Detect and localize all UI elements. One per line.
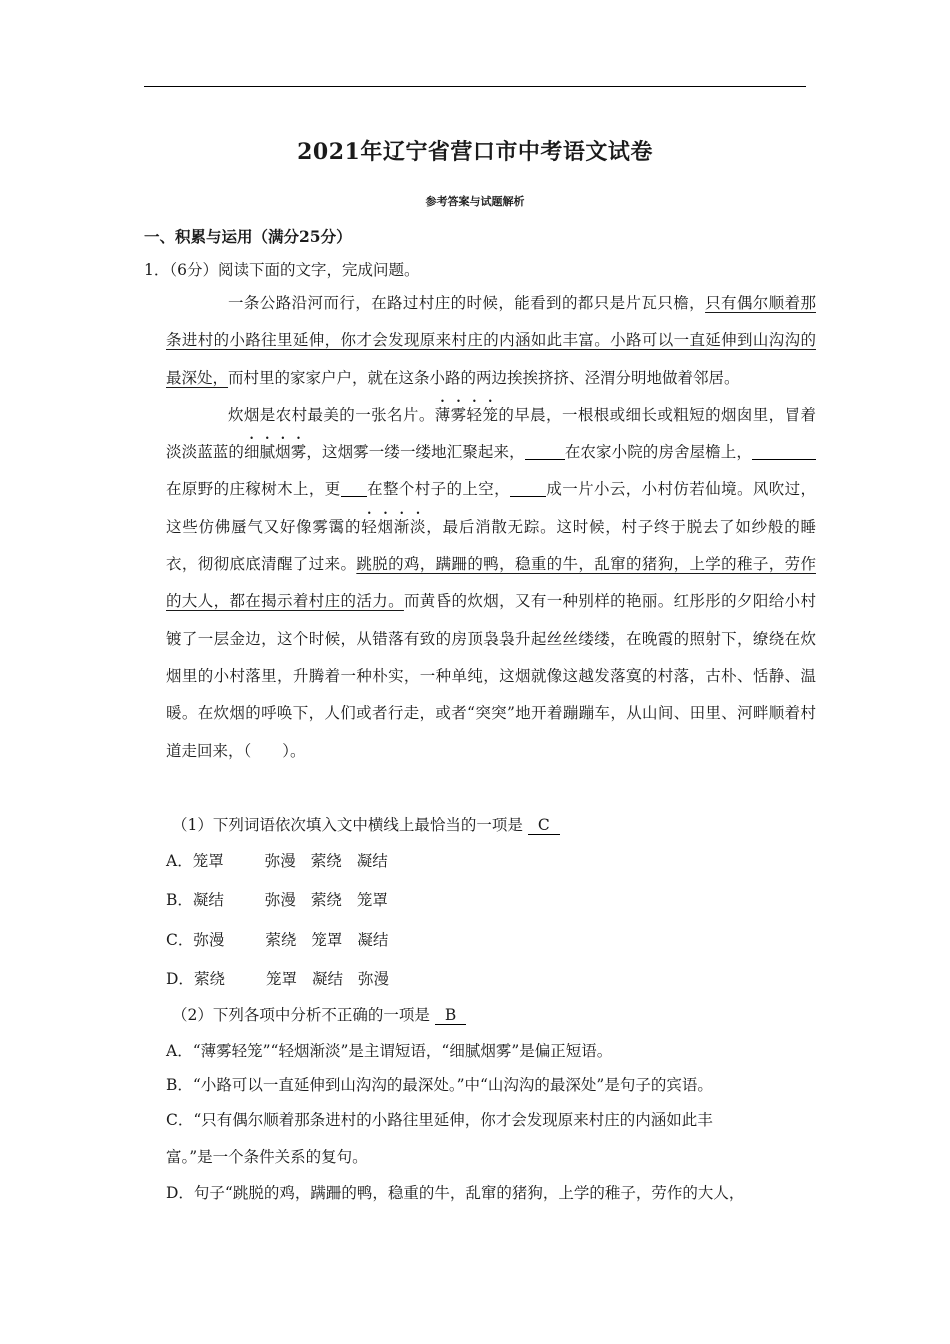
answer-2: B <box>435 1006 466 1025</box>
page-subtitle: 参考答案与试题解析 <box>425 195 525 208</box>
option-1c <box>166 928 402 950</box>
fill-blank <box>752 444 816 461</box>
text-run: 的早晨，一根根或细长或粗短的烟囱里，冒着淡淡蓝蓝的 <box>166 405 816 462</box>
option-word: 笼罩 <box>311 931 343 949</box>
option-word: 笼罩 <box>356 891 388 909</box>
dotted-phrase: 轻烟渐淡 <box>361 517 427 536</box>
option-word: 笼罩 <box>192 852 224 870</box>
text-run: 成一片小云，小村仿若仙境。风吹过，这些仿佛蜃气又好像雾霭的 <box>166 480 816 536</box>
option-word: 笼罩 <box>265 970 297 988</box>
option-word: 弥漫 <box>193 931 225 949</box>
text-run: 一条公路沿河而行，在路过村庄的时候，能看到的都只是片瓦只檐， <box>228 294 706 312</box>
option-1b <box>166 888 402 910</box>
option-label: A． <box>166 852 193 870</box>
option-label: B． <box>166 891 193 909</box>
option-word: 凝结 <box>357 931 389 949</box>
option-label: C． <box>166 931 194 949</box>
text-run: 而村里的家家户户，就在这条小路的两边挨挨挤挤、泾渭分明地做着邻居。 <box>228 368 740 387</box>
text-run: 在整个村子的上空， <box>366 480 510 499</box>
option-word: 凝结 <box>311 970 343 988</box>
dotted-phrase: 细腻烟雾 <box>243 443 307 462</box>
underlined-sentence: 跳脱的鸡，蹒跚的鸭，稳重的牛，乱窜的猪狗，上学的稚子，劳作的大人，都在揭示着村庄的活力。 <box>166 555 816 611</box>
option-1a <box>166 849 402 871</box>
section-heading: 一、积累与运用（满分25分） <box>144 227 352 246</box>
option-label: D． <box>166 970 194 988</box>
option-word: 萦绕 <box>193 970 225 988</box>
option-word: 弥漫 <box>264 891 296 909</box>
subquestion-2 <box>172 1003 466 1025</box>
text-run: 在原野的庄稼树木上，更 <box>166 480 341 499</box>
option-2a: A．“薄雾轻笼”“轻烟渐淡”是主谓短语，“细腻烟雾”是偏正短语。 <box>166 1042 613 1060</box>
subquestion-2-stem: （2）下列各项中分析不正确的一项是 <box>172 1006 430 1024</box>
subquestion-1-stem: （1）下列词语依次填入文中横线上最恰当的一项是 <box>172 816 523 834</box>
text-run: 炊烟是农村最美的一张名片。 <box>228 405 435 424</box>
text-run: 在农家小院的房舍屋檐上， <box>564 443 752 462</box>
passage-paragraph-2 <box>166 397 816 770</box>
answer-1: C <box>528 816 560 835</box>
option-word: 凝结 <box>356 852 388 870</box>
option-2d: D．句子“跳脱的鸡，蹒跚的鸭，稳重的牛，乱窜的猪狗，上学的稚子，劳作的大人， <box>166 1184 745 1202</box>
underlined-sentence: 只有偶尔顺着那条进村的小路往里延伸，你才会发现原来村庄的内涵如此丰富。 <box>166 294 816 350</box>
subquestion-1 <box>172 813 560 835</box>
reading-passage <box>166 285 816 770</box>
option-1d <box>166 967 403 989</box>
option-word: 萦绕 <box>265 931 297 949</box>
text-run: 而黄昏的炊烟，又有一种别样的艳丽。红彤彤的夕阳给小村镀了一层金边，这个时候，从错落有致的房顶袅袅升起丝丝缕缕，在晚霞的照射下，缭绕在炊烟里的小村落里，升腾着一种朴实，一种单纯，这烟就像这越发落寞的村落，古朴、恬静、温暖。在炊烟的呼唤下，人们或者行走，或者“突突”地开着蹦蹦车，从山间、田里、河畔顺着村道走回来，（ ）。 <box>166 592 816 760</box>
option-word: 萦绕 <box>310 852 342 870</box>
page-title: 2021年辽宁省营口市中考语文试卷 <box>297 139 653 165</box>
text-run: ，这烟雾一缕一缕地汇聚起来， <box>306 443 525 462</box>
option-word: 萦绕 <box>310 891 342 909</box>
passage-paragraph-1 <box>166 285 816 397</box>
fill-blank <box>341 481 367 498</box>
option-word: 弥漫 <box>357 970 389 988</box>
dotted-phrase: 薄雾轻笼 <box>434 405 499 424</box>
fill-blank <box>525 444 565 461</box>
question-1-stem: 1．（6分）阅读下面的文字，完成问题。 <box>144 261 420 279</box>
option-2c-line1: C．“只有偶尔顺着那条进村的小路往里延伸，你才会发现原来村庄的内涵如此丰 <box>166 1111 713 1129</box>
option-word: 弥漫 <box>264 852 296 870</box>
option-2b: B．“小路可以一直延伸到山沟沟的最深处。”中“山沟沟的最深处”是句子的宾语。 <box>166 1076 713 1094</box>
option-2c-line2: 富。”是一个条件关系的复句。 <box>166 1148 368 1166</box>
text-run: ，最后消散无踪。这时候，村子终于脱去了如纱般的睡衣，彻彻底底清醒了过来。 <box>166 517 816 574</box>
fill-blank <box>510 481 546 498</box>
header-rule <box>144 86 806 87</box>
underlined-sentence: 小路可以一直延伸到山沟沟的最深处， <box>166 331 816 387</box>
option-word: 凝结 <box>192 891 224 909</box>
